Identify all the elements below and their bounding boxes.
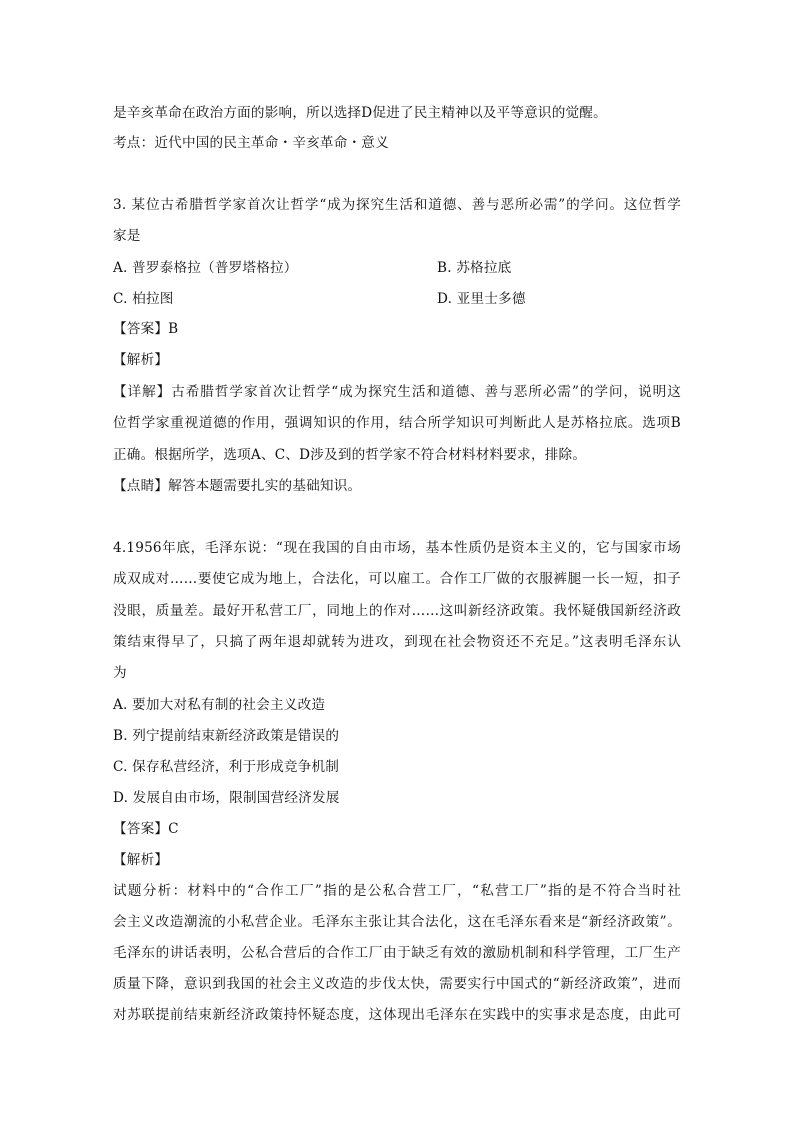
kaodian-line: 考点：近代中国的民主革命・辛亥革命・意义 <box>113 135 389 151</box>
q3-detail-line-2: 位哲学家重视道德的作用，强调知识的作用，结合所学知识可判断此人是苏格拉底。选项B <box>113 415 681 431</box>
q4-analysis-line-1: 试题分析：材料中的“合作工厂”指的是公私合营工厂，“私营工厂”指的是不符合当时社 <box>113 883 681 899</box>
q3-option-a: A. 普罗泰格拉（普罗塔格拉） <box>113 260 298 276</box>
q3-dianjing: 【点睛】解答本题需要扎实的基础知识。 <box>113 478 362 494</box>
q3-answer: 【答案】B <box>113 321 179 337</box>
q4-option-a: A. 要加大对私有制的社会主义改造 <box>113 697 326 713</box>
q3-analysis-label: 【解析】 <box>113 352 169 368</box>
intro-line: 是辛亥革命在政治方面的影响，所以选择D促进了民主精神以及平等意识的觉醒。 <box>113 105 607 121</box>
q4-answer: 【答案】C <box>113 821 179 837</box>
q3-option-d: D. 亚里士多德 <box>437 291 526 307</box>
q4-option-b: B. 列宁提前结束新经济政策是错误的 <box>113 728 340 744</box>
q4-analysis-line-3: 毛泽东的讲话表明，公私合营后的合作工厂由于缺乏有效的激励机制和科学管理，工厂生产 <box>113 945 681 961</box>
q4-stem-line-2: 成双成对……要使它成为地上，合法化，可以雇工。合作工厂做的衣服裤腿一长一短，扣子 <box>113 571 681 587</box>
q3-detail-line-1: 【详解】古希腊哲学家首次让哲学“成为探究生活和道德、善与恶所必需”的学问，说明这 <box>113 384 681 400</box>
q4-stem-line-5: 为 <box>113 665 127 681</box>
q3-stem-line-2: 家是 <box>113 228 141 244</box>
q4-stem-line-1: 4.1956年底，毛泽东说：“现在我国的自由市场，基本性质仍是资本主义的，它与国家市场 <box>113 540 681 556</box>
q3-stem-line-1: 3. 某位古希腊哲学家首次让哲学“成为探究生活和道德、善与恶所必需”的学问。这位哲学 <box>113 197 681 213</box>
q4-stem-line-3: 没眼，质量差。最好开私营工厂，同地上的作对……这叫新经济政策。我怀疑俄国新经济政 <box>113 603 681 619</box>
q4-analysis-line-5: 对苏联提前结束新经济政策持怀疑态度，这体现出毛泽东在实践中的实事求是态度，由此可 <box>113 1007 681 1023</box>
q4-option-d: D. 发展自由市场，限制国营经济发展 <box>113 790 340 806</box>
q4-analysis-line-2: 会主义改造潮流的小私营企业。毛泽东主张让其合法化，这在毛泽东看来是“新经济政策”。 <box>113 914 681 930</box>
q4-option-c: C. 保存私营经济，利于形成竞争机制 <box>113 759 340 775</box>
q3-option-c: C. 柏拉图 <box>113 291 174 307</box>
q3-detail-line-3: 正确。根据所学，选项A、C、D涉及到的哲学家不符合材料材料要求，排除。 <box>113 447 587 463</box>
q4-stem-line-4: 策结束得早了，只搞了两年退却就转为进攻，到现在社会物资还不充足。”这表明毛泽东认 <box>113 634 681 650</box>
q3-option-b: B. 苏格拉底 <box>437 260 512 276</box>
q4-analysis-label: 【解析】 <box>113 852 169 868</box>
q4-analysis-line-4: 质量下降，意识到我国的社会主义改造的步伐太快，需要实行中国式的“新经济政策”，进而 <box>113 976 681 992</box>
